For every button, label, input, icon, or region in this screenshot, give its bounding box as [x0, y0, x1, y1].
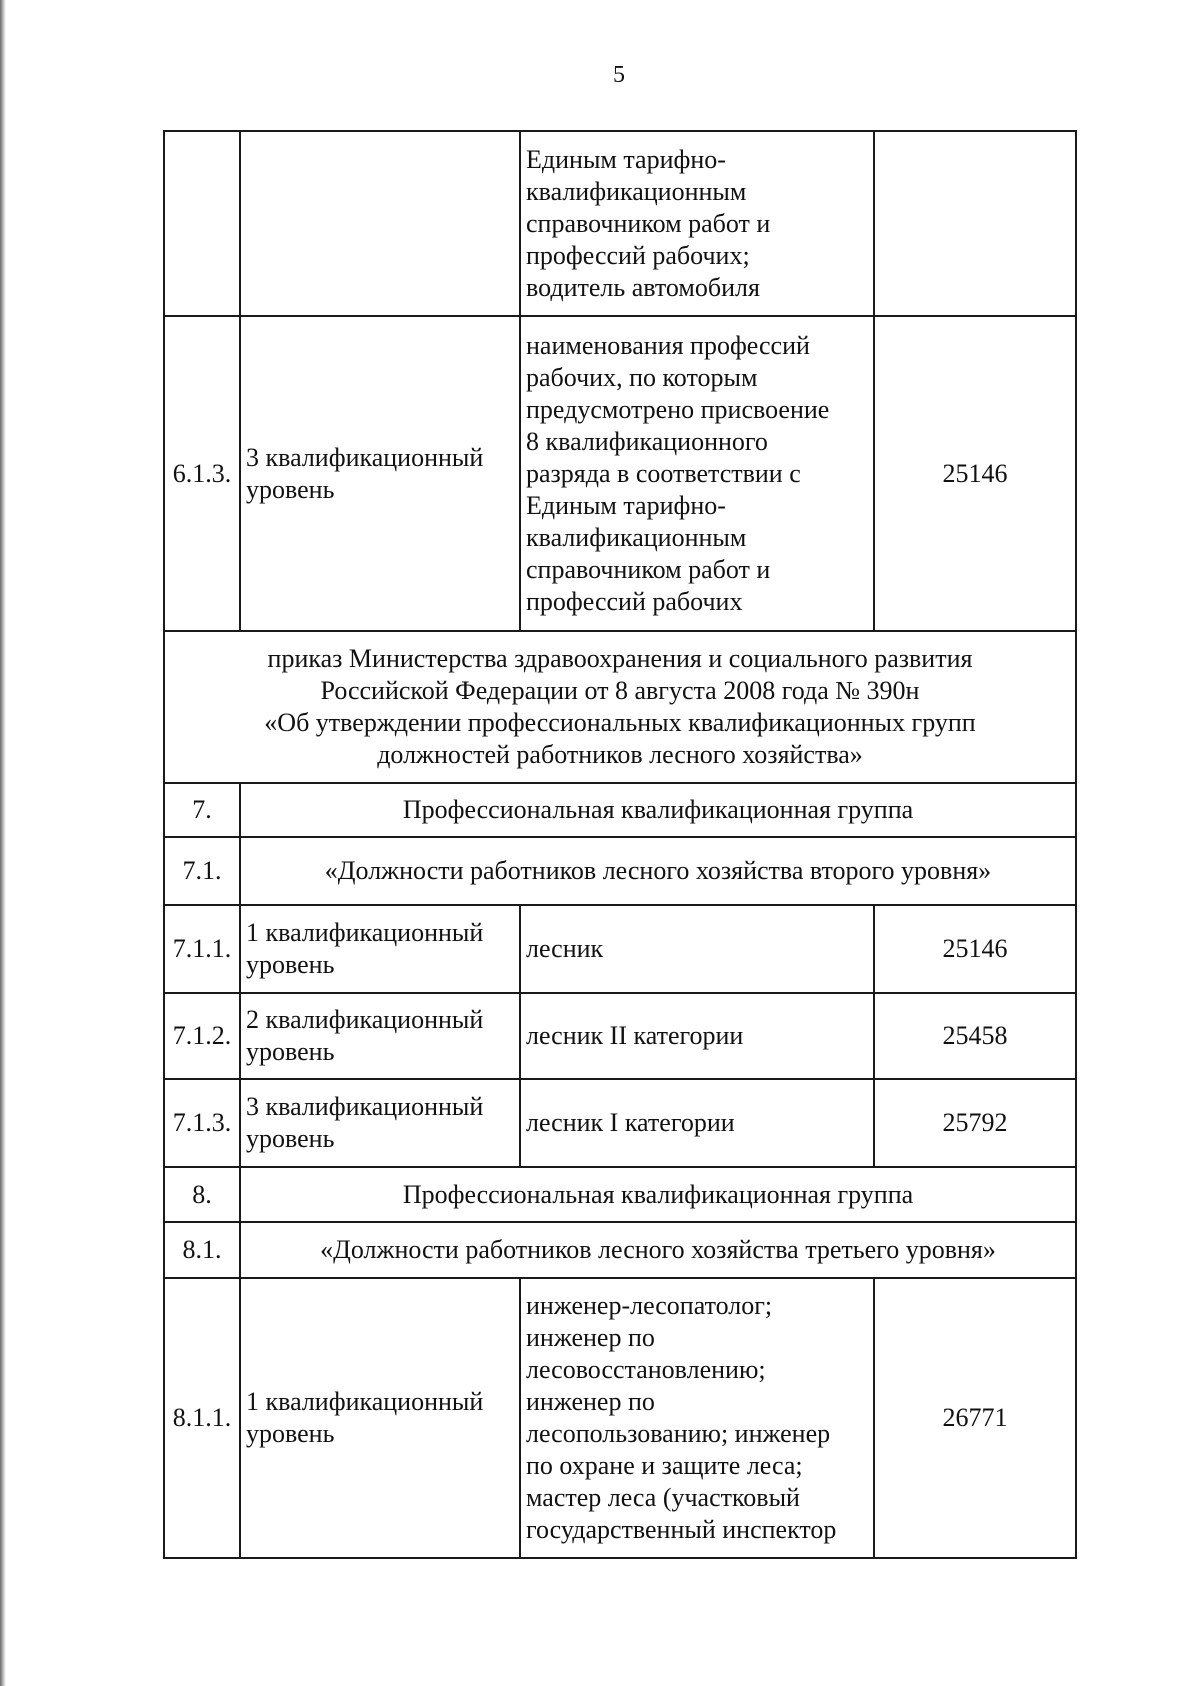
row-number-cell: 8.1.: [164, 1222, 240, 1278]
group-title-cell: «Должности работников лесного хозяйства второго уровня»: [240, 837, 1076, 905]
order-reference-text: приказ Министерства здравоохранения и социального развития Российской Федерации от 8 августа 2008 года № 390н «Об утверждении профессиональных квалификационных групп должностей работников лесного хозяйства»: [164, 631, 1076, 783]
row-number-cell: 7.1.1.: [164, 905, 240, 993]
group-title-cell: Профессиональная квалификационная группа: [240, 783, 1076, 837]
group-row: [164, 1222, 1076, 1278]
group-row: [164, 1167, 1076, 1222]
salary-value-cell: 26771: [874, 1278, 1076, 1558]
order-reference-row: [164, 631, 1076, 783]
group-title-cell: Профессиональная квалификационная группа: [240, 1167, 1076, 1222]
positions-cell: лесник I категории: [520, 1079, 874, 1167]
row-number-cell: 7.1.: [164, 837, 240, 905]
group-row: [164, 783, 1076, 837]
salary-value-cell: 25146: [874, 905, 1076, 993]
table-row: [164, 1278, 1076, 1558]
row-number-cell: [164, 131, 240, 316]
salary-table: [163, 130, 1077, 1559]
table-row: [164, 905, 1076, 993]
qualification-level-cell: 1 квалификационный уровень: [240, 1278, 520, 1558]
row-number-cell: 8.1.1.: [164, 1278, 240, 1558]
salary-value-cell: [874, 131, 1076, 316]
row-number-cell: 8.: [164, 1167, 240, 1222]
salary-value-cell: 25458: [874, 993, 1076, 1079]
positions-cell: лесник: [520, 905, 874, 993]
qualification-level-cell: 2 квалификационный уровень: [240, 993, 520, 1079]
row-number-cell: 7.1.3.: [164, 1079, 240, 1167]
page-number: 5: [613, 62, 625, 88]
positions-cell: наименования профессий рабочих, по которым предусмотрено присвоение 8 квалификационного разряда в соответствии с Единым тарифно- квалификационным справочником работ и профессий рабочих: [520, 316, 874, 631]
qualification-level-cell: [240, 131, 520, 316]
row-number-cell: 6.1.3.: [164, 316, 240, 631]
table-row: [164, 993, 1076, 1079]
table-row: [164, 316, 1076, 631]
scan-edge: [0, 0, 6, 1686]
group-title-cell: «Должности работников лесного хозяйства третьего уровня»: [240, 1222, 1076, 1278]
positions-cell: лесник II категории: [520, 993, 874, 1079]
positions-cell: Единым тарифно- квалификационным справочником работ и профессий рабочих; водитель автомобиля: [520, 131, 874, 316]
qualification-level-cell: 3 квалификационный уровень: [240, 1079, 520, 1167]
salary-value-cell: 25792: [874, 1079, 1076, 1167]
table-row: [164, 1079, 1076, 1167]
positions-cell: инженер-лесопатолог; инженер по лесовосстановлению; инженер по лесопользованию; инженер по охране и защите леса; мастер леса (участковый государственный инспектор: [520, 1278, 874, 1558]
group-row: [164, 837, 1076, 905]
qualification-level-cell: 1 квалификационный уровень: [240, 905, 520, 993]
table-row: [164, 131, 1076, 316]
row-number-cell: 7.: [164, 783, 240, 837]
row-number-cell: 7.1.2.: [164, 993, 240, 1079]
salary-value-cell: 25146: [874, 316, 1076, 631]
qualification-level-cell: 3 квалификационный уровень: [240, 316, 520, 631]
